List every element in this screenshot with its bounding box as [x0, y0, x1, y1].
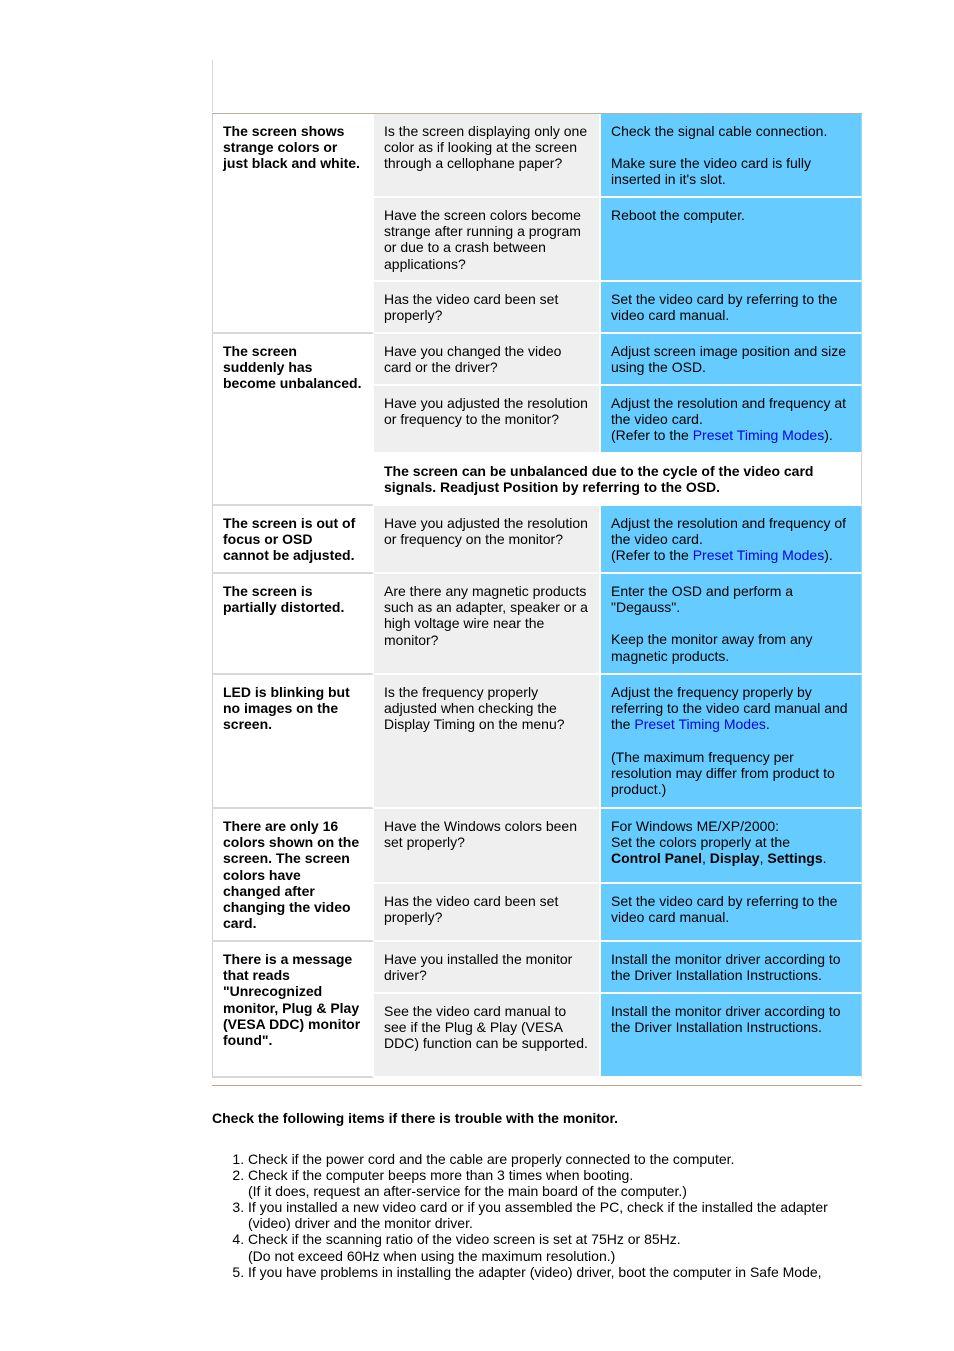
solution-prefix: Set the colors properly at the	[611, 834, 790, 851]
solution-cell	[601, 675, 862, 809]
table-row	[212, 942, 862, 994]
solution-text: Make sure the video card is fully inserted in it's slot.	[611, 155, 811, 188]
check-cell: Are there any magnetic products such as an adapter, speaker or a high voltage wire near the monitor?	[374, 574, 601, 675]
check-cell: Have you adjusted the resolution or frequency to the monitor?	[374, 386, 601, 454]
horizontal-rule	[212, 1085, 862, 1086]
table-row	[212, 506, 862, 574]
list-item-note: (Do not exceed 60Hz when using the maximum resolution.)	[248, 1247, 616, 1264]
check-cell: Has the video card been set properly?	[374, 282, 601, 334]
solution-text: Check the signal cable connection.	[611, 123, 828, 139]
solution-cell	[601, 386, 862, 454]
solution-text	[611, 684, 851, 733]
display-label: Display	[709, 850, 760, 867]
solution-cell	[601, 506, 862, 574]
check-cell: Is the frequency properly adjusted when checking the Display Timing on the menu?	[374, 675, 601, 809]
solution-text: For Windows ME/XP/2000:	[611, 818, 780, 834]
preset-timing-modes-link[interactable]: Preset Timing Modes	[634, 716, 766, 733]
section-heading: Check the following items if there is trouble with the monitor.	[212, 1110, 619, 1126]
check-cell: Have you adjusted the resolution or frequency on the monitor?	[374, 506, 601, 574]
ref-suffix: ).	[824, 547, 833, 564]
separator: ,	[702, 850, 710, 867]
separator: ,	[759, 850, 768, 867]
separator: .	[822, 850, 827, 867]
solution-cell: Reboot the computer.	[601, 198, 862, 282]
list-item-text: Check if the power cord and the cable are properly connected to the computer.	[248, 1151, 735, 1167]
symptom-cell: The screen is out of focus or OSD cannot be adjusted.	[212, 506, 374, 574]
ref-prefix: (Refer to the	[611, 547, 693, 564]
table-row	[212, 334, 862, 386]
solution-suffix: .	[765, 716, 770, 733]
preset-timing-modes-link[interactable]: Preset Timing Modes	[692, 547, 825, 564]
solution-text: Adjust the resolution and frequency of the video card.	[611, 515, 847, 548]
solution-text: Adjust the resolution and frequency at the video card.	[611, 395, 847, 428]
check-cell: See the video card manual to see if the Plug & Play (VESA DDC) function can be supported.	[374, 994, 601, 1078]
solution-cell: Set the video card by referring to the video card manual.	[601, 282, 862, 334]
troubleshooting-table	[212, 113, 862, 1078]
control-panel-label: Control Panel	[611, 850, 703, 867]
preset-timing-modes-link[interactable]: Preset Timing Modes	[692, 427, 825, 444]
list-item	[248, 1231, 862, 1263]
list-item	[248, 1167, 862, 1199]
symptom-cell: There are only 16 colors shown on the screen. The screen colors have changed after changing the video card.	[212, 809, 374, 942]
list-item-note: (If it does, request an after-service for the main board of the computer.)	[248, 1183, 687, 1200]
checklist	[212, 1151, 862, 1280]
symptom-cell: The screen shows strange colors or just black and white.	[212, 114, 374, 334]
solution-text: (The maximum frequency per resolution may differ from product to product.)	[611, 748, 835, 798]
table-row	[212, 675, 862, 809]
list-item	[248, 1264, 862, 1280]
note-cell: The screen can be unbalanced due to the cycle of the video card signals. Readjust Position by referring to the OSD.	[374, 454, 862, 506]
solution-cell	[601, 809, 862, 884]
symptom-cell: LED is blinking but no images on the screen.	[212, 675, 374, 809]
symptom-cell: The screen is partially distorted.	[212, 574, 374, 675]
list-item-text: If you have problems in installing the adapter (video) driver, boot the computer in Safe Mode,	[248, 1263, 822, 1280]
solution-text: Keep the monitor away from any magnetic products.	[611, 631, 813, 664]
table-row	[212, 114, 862, 198]
check-cell: Have you changed the video card or the driver?	[374, 334, 601, 386]
table-row	[212, 809, 862, 884]
check-cell: Have the screen colors become strange after running a program or due to a crash between applications?	[374, 198, 601, 282]
list-item-text: Check if the scanning ratio of the video screen is set at 75Hz or 85Hz.	[248, 1231, 681, 1248]
check-cell: Is the screen displaying only one color as if looking at the screen through a cellophane paper?	[374, 114, 601, 198]
solution-reference	[611, 547, 851, 563]
symptom-cell: The screen suddenly has become unbalanced.	[212, 334, 374, 506]
left-rule	[212, 60, 213, 112]
ref-prefix: (Refer to the	[611, 427, 693, 444]
check-cell: Have the Windows colors been set properly?	[374, 809, 601, 884]
solution-cell: Install the monitor driver according to the Driver Installation Instructions.	[601, 942, 862, 994]
ref-suffix: ).	[824, 427, 833, 444]
solution-cell: Set the video card by referring to the video card manual.	[601, 884, 862, 942]
solution-cell	[601, 574, 862, 675]
solution-cell: Install the monitor driver according to the Driver Installation Instructions.	[601, 994, 862, 1078]
settings-label: Settings	[767, 850, 823, 867]
list-item-text: If you installed a new video card or if you assembled the PC, check if the installed the adapter (video) driver and the monitor driver.	[248, 1199, 828, 1232]
solution-cell	[601, 114, 862, 198]
solution-cell: Adjust screen image position and size using the OSD.	[601, 334, 862, 386]
check-cell: Have you installed the monitor driver?	[374, 942, 601, 994]
check-cell: Has the video card been set properly?	[374, 884, 601, 942]
solution-text	[611, 834, 851, 866]
solution-text: Enter the OSD and perform a "Degauss".	[611, 583, 794, 616]
table-row	[212, 574, 862, 675]
symptom-cell: There is a message that reads "Unrecognized monitor, Plug & Play (VESA DDC) monitor found".	[212, 942, 374, 1078]
list-item	[248, 1151, 862, 1167]
solution-prefix: Adjust the frequency properly by referring to the video card manual and the	[611, 684, 848, 733]
list-item	[248, 1199, 862, 1231]
solution-reference	[611, 427, 851, 443]
list-item-text: Check if the computer beeps more than 3 times when booting.	[248, 1167, 634, 1184]
